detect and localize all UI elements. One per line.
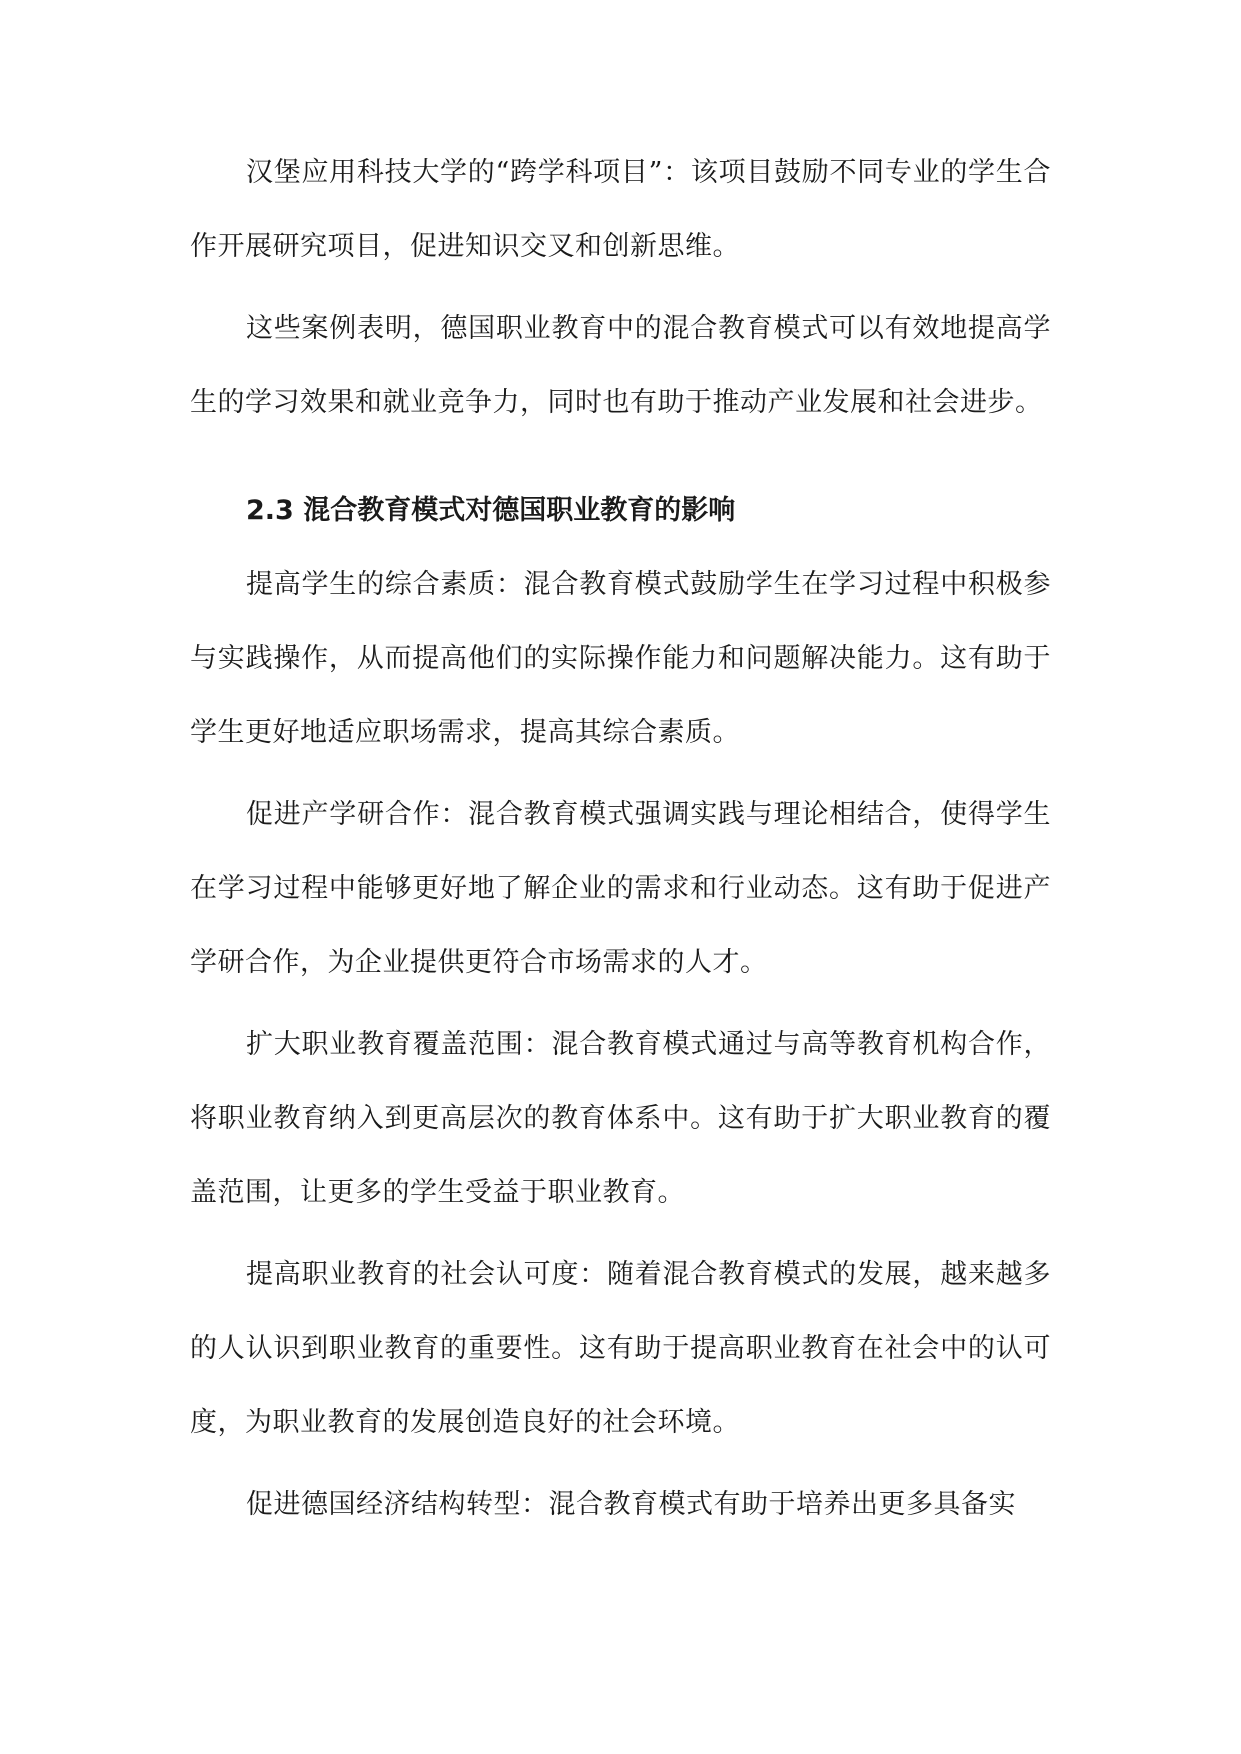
- body-paragraph: 这些案例表明，德国职业教育中的混合教育模式可以有效地提高学生的学习效果和就业竞争力，同时也有助于推动产业发展和社会进步。: [190, 313, 1051, 418]
- section-heading: 2.3 混合教育模式对德国职业教育的影响: [246, 495, 736, 526]
- body-paragraph: 促进德国经济结构转型：混合教育模式有助于培养出更多具备实: [246, 1489, 1016, 1520]
- body-paragraph: 促进产学研合作：混合教育模式强调实践与理论相结合，使得学生在学习过程中能够更好地了解企业的需求和行业动态。这有助于促进产学研合作，为企业提供更符合市场需求的人才。: [190, 799, 1051, 978]
- body-paragraph: 汉堡应用科技大学的“跨学科项目”：该项目鼓励不同专业的学生合作开展研究项目，促进知识交叉和创新思维。: [190, 157, 1051, 262]
- body-paragraph: 提高职业教育的社会认可度：随着混合教育模式的发展，越来越多的人认识到职业教育的重要性。这有助于提高职业教育在社会中的认可度，为职业教育的发展创造良好的社会环境。: [190, 1259, 1051, 1438]
- body-paragraph: 提高学生的综合素质：混合教育模式鼓励学生在学习过程中积极参与实践操作，从而提高他们的实际操作能力和问题解决能力。这有助于学生更好地适应职场需求，提高其综合素质。: [190, 569, 1051, 748]
- body-paragraph: 扩大职业教育覆盖范围：混合教育模式通过与高等教育机构合作，将职业教育纳入到更高层次的教育体系中。这有助于扩大职业教育的覆盖范围，让更多的学生受益于职业教育。: [190, 1029, 1051, 1208]
